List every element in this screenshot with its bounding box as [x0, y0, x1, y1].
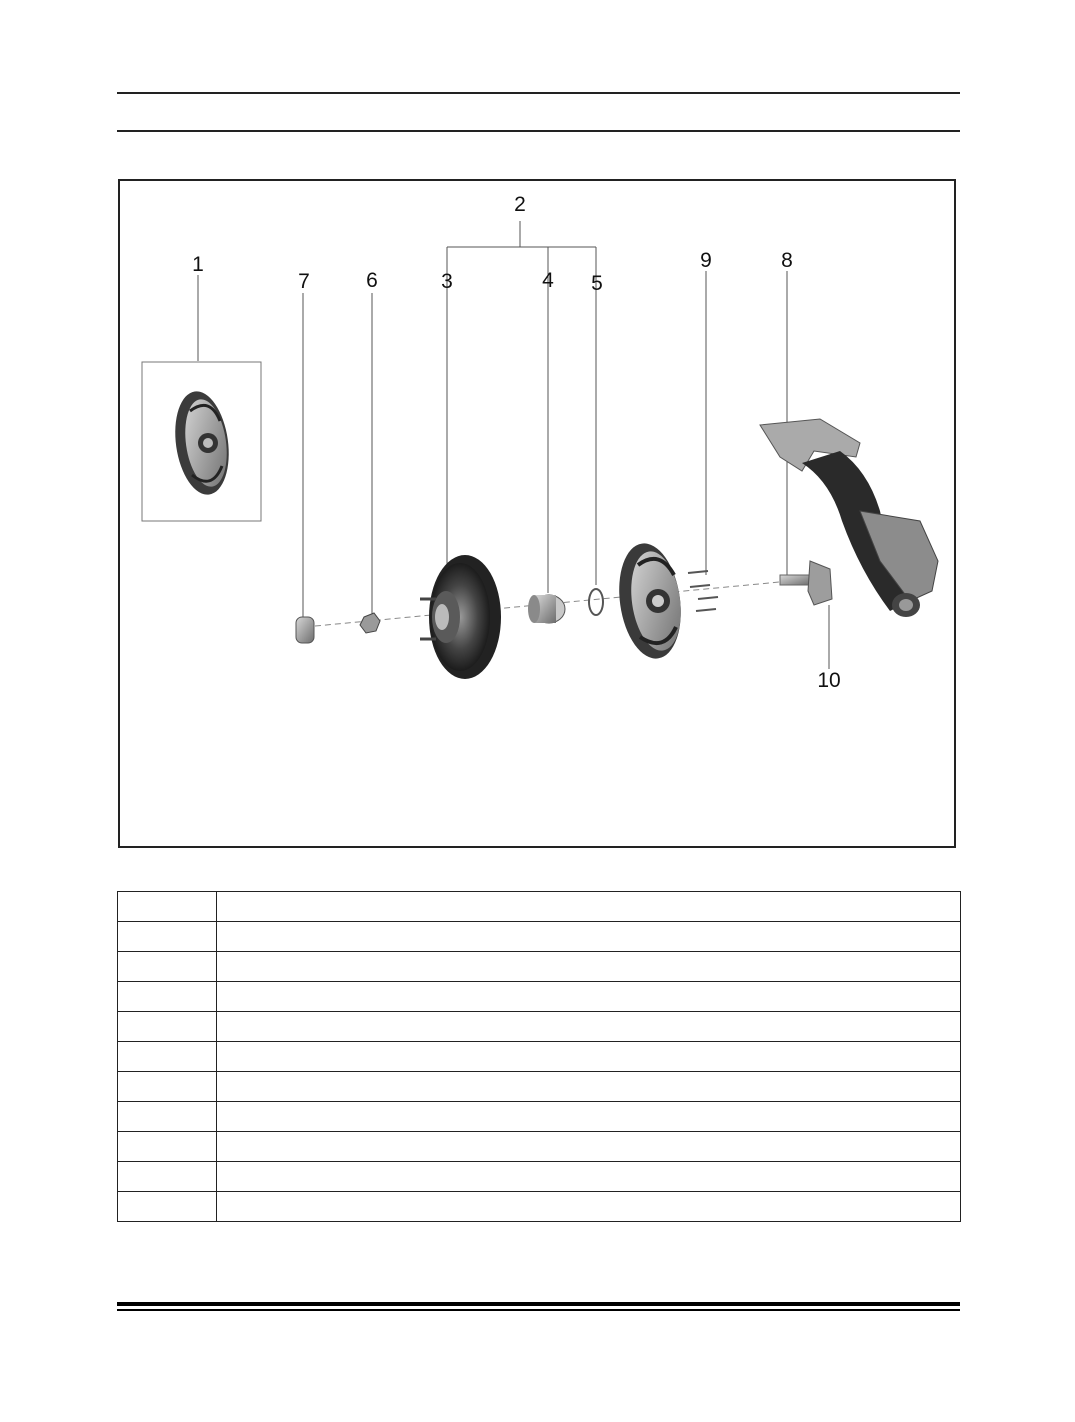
parts-list-table	[117, 891, 961, 1222]
hub-nut	[360, 613, 380, 633]
part-description-cell	[217, 922, 961, 952]
part-description-cell	[217, 1132, 961, 1162]
part-description-cell	[217, 1012, 961, 1042]
hub-cap	[296, 617, 314, 643]
part-description-cell	[217, 892, 961, 922]
callout-9: 9	[700, 249, 712, 272]
header-rule-bottom	[117, 130, 960, 132]
part-number-cell	[118, 1132, 217, 1162]
brake-drum	[420, 555, 501, 679]
part-description-cell	[217, 1162, 961, 1192]
callout-6: 6	[366, 269, 378, 292]
table-row	[118, 1102, 961, 1132]
brake-backing-plate	[612, 539, 688, 662]
part-description-cell	[217, 1072, 961, 1102]
part-number-cell	[118, 892, 217, 922]
table-row	[118, 1042, 961, 1072]
brake-backing-plate-inset	[169, 388, 235, 498]
part-number-cell	[118, 952, 217, 982]
part-number-cell	[118, 1072, 217, 1102]
callout-1: 1	[192, 253, 204, 276]
part-description-cell	[217, 1042, 961, 1072]
part-number-cell	[118, 1042, 217, 1072]
callout-2: 2	[514, 193, 526, 216]
part-number-cell	[118, 1192, 217, 1222]
part-number-cell	[118, 1162, 217, 1192]
snap-ring	[589, 589, 603, 615]
table-row	[118, 952, 961, 982]
table-row	[118, 1162, 961, 1192]
mounting-bolts	[688, 571, 718, 611]
table-row	[118, 922, 961, 952]
table-row	[118, 1132, 961, 1162]
rear-brake-assembly-illustration	[120, 181, 954, 846]
exploded-view-figure	[118, 179, 956, 848]
part-number-cell	[118, 1012, 217, 1042]
part-description-cell	[217, 982, 961, 1012]
part-number-cell	[118, 1102, 217, 1132]
footer-rule-thin	[117, 1309, 960, 1311]
wheel-bearing	[528, 595, 565, 623]
table-row	[118, 1012, 961, 1042]
callout-5: 5	[591, 272, 603, 295]
callout-8: 8	[781, 249, 793, 272]
callout-10: 10	[817, 669, 841, 692]
footer-rule-thick	[117, 1302, 960, 1306]
table-row	[118, 1072, 961, 1102]
part-number-cell	[118, 922, 217, 952]
part-number-cell	[118, 982, 217, 1012]
callout-3: 3	[441, 270, 453, 293]
table-row	[118, 892, 961, 922]
part-description-cell	[217, 1192, 961, 1222]
callout-7: 7	[298, 270, 310, 293]
callout-4: 4	[542, 269, 554, 292]
leader-lines	[198, 221, 829, 669]
part-description-cell	[217, 952, 961, 982]
table-row	[118, 1192, 961, 1222]
header-rule-top	[117, 92, 960, 94]
part-description-cell	[217, 1102, 961, 1132]
wheel-spindle	[780, 561, 832, 605]
table-row	[118, 982, 961, 1012]
